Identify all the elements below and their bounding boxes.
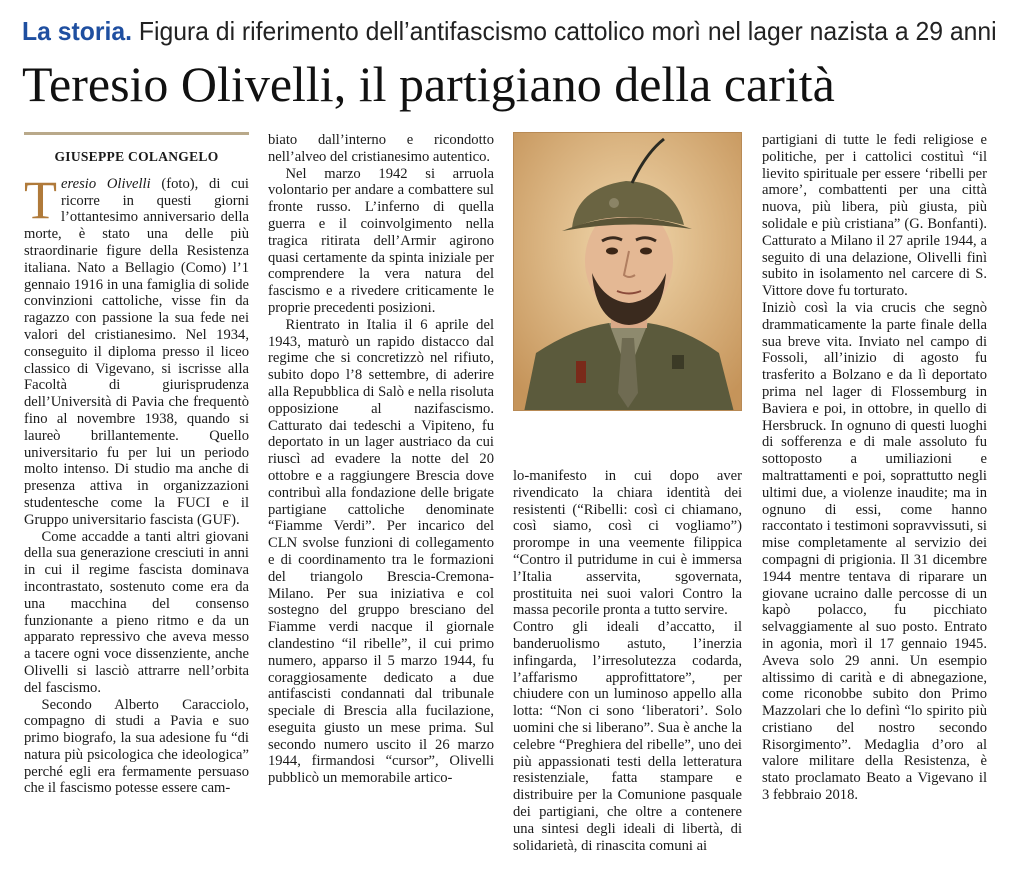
- paragraph: lo-manifesto in cui dopo aver rivendicato la chiara identità dei resistenti (“Ribelli: così ci chiamano, così siamo, così ci vogliamo”) prorompe in una veemente filippica “Contro il putridume in cui è immersa l’Italia asservita, sgovernata, prostituita nei suoi valori Contro la massa pecorile pronta a tutto servire.: [513, 468, 742, 619]
- drop-cap: T: [24, 169, 57, 230]
- headline: Teresio Olivelli, il partigiano della carità: [22, 56, 835, 112]
- kicker-label: La storia.: [22, 16, 132, 46]
- article-column-3: [513, 468, 742, 854]
- paragraph-text: (foto), di cui ricorre in questi giorni l’ottantesimo anniversario della morte, è stato una delle più straordinarie figure della Resistenza italiana. Nato a Bellagio (Como) l’1 gennaio 1916 in una famiglia di solide convinzioni cattoliche, visse fin da ragazzo con passione la sua fede nei valori del cristianesimo. Nel 1934, conseguito il diploma presso il liceo classico di Vigevano, si iscrisse alla Facoltà di giurisprudenza dell’Università di Pavia che frequentò fino al novembre 1938, quando si laureò brillantemente. Quello universitario fu per lui un periodo molto intenso. Di studio ma anche di presenza attiva in organizzazioni studentesche come la FUCI e il Gruppo universitario fascista (GUF).: [24, 175, 249, 528]
- article-column-4: [762, 132, 987, 804]
- paragraph: biato dall’interno e ricondotto nell’alveo del cristianesimo autentico.: [268, 132, 494, 165]
- paragraph: partigiani di tutte le fedi religiose e politiche, per i cattolici costituì “il lievito spirituale per essere ‘ribelli per amore’, combattenti per una città nuova, più libera, più giusta, più solidale e più cristiana” (G. Bonfanti). Catturato a Milano il 27 aprile 1944, a seguito di una delazione, Olivelli finì subito in isolamento nel carcere di S. Vittore dove fu torturato.: [762, 132, 987, 300]
- portrait-photo: [513, 132, 742, 411]
- kicker: [22, 14, 997, 48]
- paragraph: Iniziò così la via crucis che segnò drammaticamente la parte finale della sua breve vita. Inviato nel campo di Fossoli, all’inizio di agosto fu trasferito a Bolzano e da lì deportato prima nel lager di Flossemburg in Baviera e poi, in ottobre, in quello di Hersbruck. In ognuno di questi luoghi di sofferenza e di male assoluto fu sottoposto a umiliazioni e maltrattamenti e poi, soprattutto negli ultimi due, a violenze inaudite; ma in ognuno di essi, come hanno raccontato i testimoni sopravvissuti, si mise completamente al servizio dei compagni di prigionia. Il 31 dicembre 1944 mentre tentava di riparare un giovane ucraino dalle percosse di un kapò polacco, fu picchiato selvaggiamente al suo posto. Entrato in agonia, morì il 17 gennaio 1945. Aveva solo 29 anni. Un esempio altissimo di carità e di abnegazione, come riconobbe subito don Primo Mazzolari che lo definì “lo spirito più cristiano del nostro secondo Risorgimento”. Medaglia d’oro al valore militare della Resistenza, è stato proclamato Beato a Vigevano il 3 febbraio 2018.: [762, 299, 987, 804]
- paragraph: [24, 169, 249, 529]
- byline: GIUSEPPE COLANGELO: [24, 132, 249, 166]
- kicker-text: Figura di riferimento dell’antifascismo cattolico morì nel lager nazista a 29 anni: [138, 16, 997, 46]
- article-column-2: [268, 132, 494, 787]
- paragraph: Secondo Alberto Caracciolo, compagno di studi a Pavia e suo primo biografo, la sua adesione fu “di natura più psicologica che ideologica” perché egli era fermamente persuaso che il fascismo potesse essere cam-: [24, 696, 249, 797]
- paragraph: Nel marzo 1942 si arruola volontario per andare a combattere sul fronte russo. L’inferno di quella guerra e il coinvolgimento nella tragica ritirata dell’Armir agirono quasi certamente da spinta iniziale per comprendere la vera natura del fascismo e a rivedere criticamente le proprie precedenti posizioni.: [268, 165, 494, 316]
- paragraph: Rientrato in Italia il 6 aprile del 1943, maturò un rapido distacco dal regime che si concretizzò nel rifiuto, subito dopo l’8 settembre, di aderire alla Repubblica di Salò e nella risoluta opposizione al nazifascismo. Catturato dai tedeschi a Vipiteno, fu deportato in un lager austriaco da cui riuscì ad evadere la notte del 20 ottobre e a raggiungere Brescia dove contribuì alla fondazione delle brigate partigiane cattoliche denominate “Fiamme Verdi”. Per incarico del CLN svolse funzioni di collegamento e di coordinamento tra le formazioni del triangolo Brescia-Cremona-Milano. Per sua iniziativa e col sostegno del gruppo bresciano del Fiamme verdi nacque il giornale clandestino “il ribelle”, il cui primo numero, apparso il 5 marzo 1944, fu coraggiosamente dedicato a due antifascisti condannati dal tribunale speciale di Brescia alla fucilazione, eseguita giusto un mese prima. Sul secondo numero uscito il 26 marzo 1944, firmandosi “cursor”, Olivelli pubblicò un memorabile artico-: [268, 316, 494, 787]
- portrait-illustration: [514, 133, 742, 411]
- article-column-1: [24, 132, 249, 797]
- paragraph: Contro gli ideali d’accatto, il banderuolismo astuto, l’inerzia infingarda, l’irresolutezza codarda, l’affarismo approfittatore”, per chiudere con un luminoso appello alla lotta: “Non ci sono ‘liberatori’. Solo uomini che si liberano”. Sua è anche la celebre “Preghiera del ribelle”, uno dei più appassionati testi della letteratura resistenziale, fatta stampare e distribuire per la Comunione pasquale dei partigiani, che oltre a contenere una sintesi degli ideali di libertà, di solidarietà, di rinascita comuni ai: [513, 619, 742, 854]
- paragraph: Come accadde a tanti altri giovani della sua generazione cresciuti in anni in cui il regime fascista dominava incontrastato, sostenuto come era da una macchina del consenso funzionante a pieno ritmo e da un apparato repressivo che aveva messo a tacere ogni voce dissenziente, anche Olivelli si lasciò attrarre nell’orbita del fascismo.: [24, 528, 249, 696]
- subject-name: eresio Olivelli: [61, 175, 151, 192]
